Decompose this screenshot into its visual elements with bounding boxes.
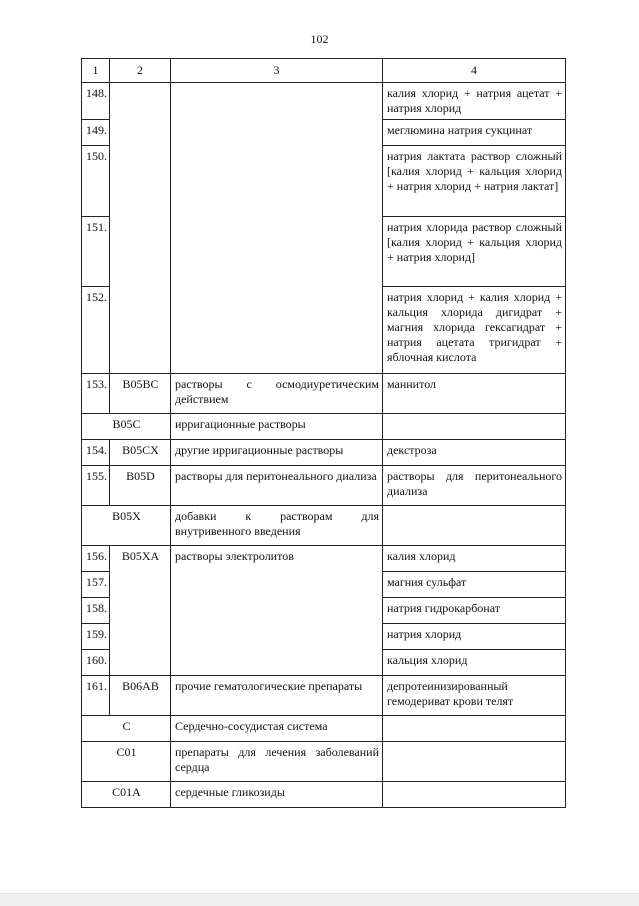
table-row [82, 506, 566, 546]
column-header-1: 1 [82, 59, 110, 83]
row-number: 151. [82, 217, 110, 287]
table-row [82, 466, 566, 506]
row-number: 153. [82, 374, 110, 414]
code-cell: B05CX [110, 440, 171, 466]
column-header-4: 4 [383, 59, 566, 83]
row-number: 148. [82, 83, 110, 120]
drug-name-cell: магния сульфат [383, 572, 566, 598]
row-number: 152. [82, 287, 110, 374]
code-cell: C01 [82, 742, 171, 782]
drug-name-cell: натрия гидрокарбонат [383, 598, 566, 624]
drug-name-cell [383, 742, 566, 782]
code-cell: C01A [82, 782, 171, 808]
row-number: 158. [82, 598, 110, 624]
drug-name-cell: растворы для перитонеального диализа [383, 466, 566, 506]
drug-name-cell: натрия лактата раствор сложный [калия хлорид + кальция хлорид + натрия хлорид + натрия лактат] [383, 146, 566, 217]
table-row [82, 374, 566, 414]
row-number: 157. [82, 572, 110, 598]
group-name-cell: прочие гематологические препараты [171, 676, 383, 716]
row-number: 149. [82, 120, 110, 146]
group-name-cell: растворы для перитонеального диализа [171, 466, 383, 506]
drug-name-cell: натрия хлорид [383, 624, 566, 650]
group-name-cell: Сердечно-сосудистая система [171, 716, 383, 742]
code-cell: B05BC [110, 374, 171, 414]
drug-name-cell [383, 782, 566, 808]
table-row [82, 83, 566, 120]
group-name-cell: растворы с осмодиуретическим действием [171, 374, 383, 414]
group-name-cell: сердечные гликозиды [171, 782, 383, 808]
drug-name-cell [383, 506, 566, 546]
drug-name-cell [383, 414, 566, 440]
table-row [82, 546, 566, 572]
group-name-cell [171, 83, 383, 374]
drug-name-cell: кальция хлорид [383, 650, 566, 676]
row-number: 154. [82, 440, 110, 466]
code-cell [110, 83, 171, 374]
table-header-row [82, 59, 566, 83]
drug-name-cell: натрия хлорид + калия хлорид + кальция хлорида дигидрат + магния хлорида гексагидрат + натрия ацетата тригидрат + яблочная кислота [383, 287, 566, 374]
code-cell: B05C [82, 414, 171, 440]
row-number: 156. [82, 546, 110, 572]
drug-name-cell: калия хлорид [383, 546, 566, 572]
drug-name-cell: калия хлорид + натрия ацетат + натрия хлорид [383, 83, 566, 120]
row-number: 155. [82, 466, 110, 506]
code-cell: B05X [82, 506, 171, 546]
drug-name-cell: маннитол [383, 374, 566, 414]
column-header-2: 2 [110, 59, 171, 83]
table-row [82, 742, 566, 782]
column-header-3: 3 [171, 59, 383, 83]
code-cell: B05D [110, 466, 171, 506]
drug-name-cell: меглюмина натрия сукцинат [383, 120, 566, 146]
drug-name-cell: декстроза [383, 440, 566, 466]
group-name-cell: препараты для лечения заболеваний сердца [171, 742, 383, 782]
group-name-cell: ирригационные растворы [171, 414, 383, 440]
row-number: 159. [82, 624, 110, 650]
group-name-cell: другие ирригационные растворы [171, 440, 383, 466]
drug-name-cell: натрия хлорида раствор сложный [калия хлорид + кальция хлорид + натрия хлорид] [383, 217, 566, 287]
row-number: 161. [82, 676, 110, 716]
drug-name-cell: депротеинизированный гемодериват крови телят [383, 676, 566, 716]
code-cell: B05XA [110, 546, 171, 676]
table-row [82, 414, 566, 440]
group-name-cell: растворы электролитов [171, 546, 383, 676]
table-row [82, 440, 566, 466]
group-name-cell: добавки к растворам для внутривенного введения [171, 506, 383, 546]
table-row [82, 676, 566, 716]
code-cell: B06AB [110, 676, 171, 716]
scan-bottom-edge [0, 893, 639, 906]
table-row [82, 716, 566, 742]
code-cell: C [82, 716, 171, 742]
row-number: 150. [82, 146, 110, 217]
drug-name-cell [383, 716, 566, 742]
table-row [82, 782, 566, 808]
drug-table [81, 58, 566, 808]
row-number: 160. [82, 650, 110, 676]
page-number: 102 [310, 32, 329, 46]
